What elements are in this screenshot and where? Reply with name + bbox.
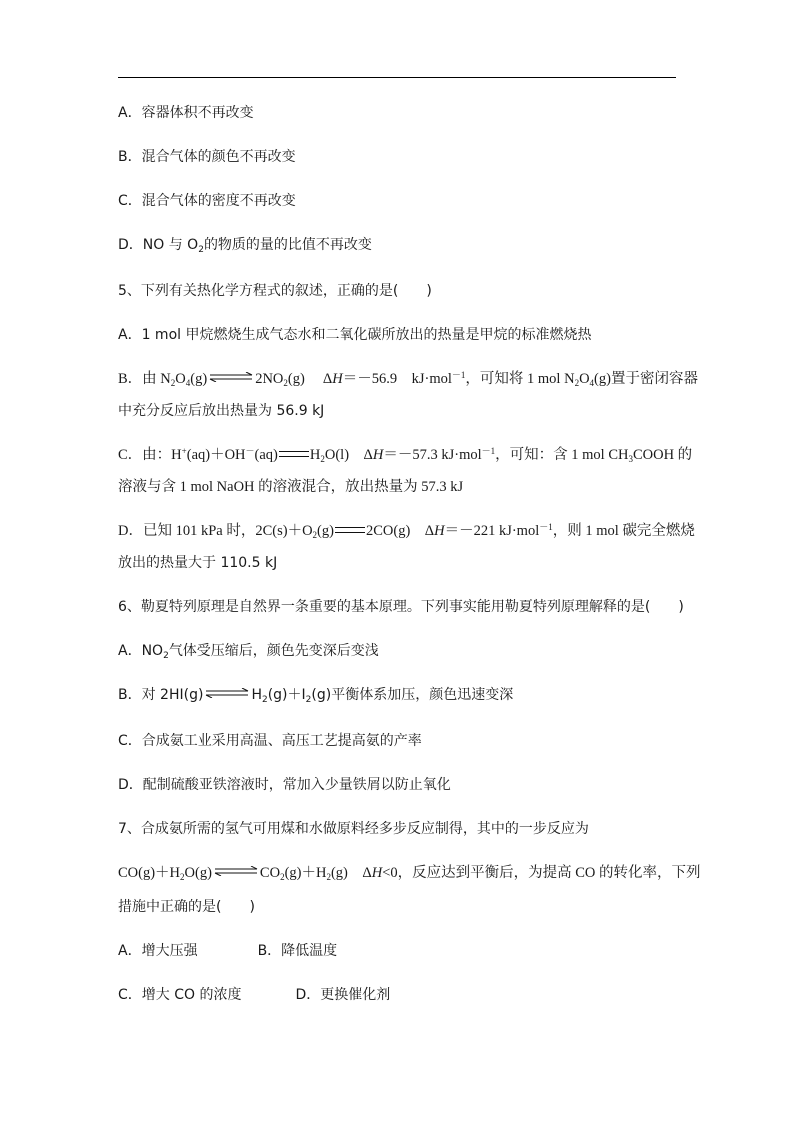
q4-option-a-text: A．容器体积不再改变: [118, 105, 254, 121]
q4-option-a: [118, 104, 254, 122]
q5-option-d-line1: D．已知 101 kPa 时，$2C(s)+O_2(g)$ 2CO(g) ΔH＝－221 kJ·mol$^{-1}$，则 1 mol 碳完全燃烧: [118, 522, 695, 540]
q6-option-d: D．配制硫酸亚铁溶液时，常加入少量铁屑以防止氧化: [118, 777, 451, 793]
q4-option-c: [118, 192, 296, 210]
q7-option-b: B．降低温度: [257, 943, 338, 959]
q4-option-b-text: B．混合气体的颜色不再改变: [118, 149, 296, 165]
q5-option-b-line2: 中充分反应后放出热量为 56.9 kJ: [118, 403, 325, 419]
q7-option-a: A．增大压强: [118, 943, 198, 959]
equals-bar-icon: [279, 451, 309, 457]
q6-option-c: C．合成氨工业采用高温、高压工艺提高氨的产率: [118, 733, 422, 749]
q7-option-c: C．增大 CO 的浓度: [118, 987, 242, 1003]
q4-option-b: [118, 148, 296, 166]
q7-options-cd: [118, 986, 390, 1004]
equals-bar-icon: [335, 527, 365, 533]
q5-option-c-line1: C．由：H+(aq)＋OH－(aq) $H_2O(l)$ ΔH＝－57.3 kJ·mol$^{-1}$，可知：含 1 mol $CH_3COOH$ 的: [118, 446, 693, 464]
reversible-arrow-icon: [204, 688, 250, 698]
q7-option-d: D．更换催化剂: [295, 987, 391, 1003]
q6-option-b: B．对 2HI(g) $H_2(g)+I_2(g)$平衡体系加压，颜色迅速变深: [118, 687, 514, 705]
reversible-arrow-icon: [213, 866, 259, 876]
reversible-arrow-icon: [208, 372, 254, 382]
q6-stem: 6、勒夏特列原理是自然界一条重要的基本原理。下列事实能用勒夏特列原理解释的是( ): [118, 599, 684, 615]
q4-option-c-text: C．混合气体的密度不再改变: [118, 193, 296, 209]
header-rule: [118, 77, 676, 78]
q5-option-b-line1: B．由 $N_2O_4(g)$ $2NO_2(g)$ ΔH＝－56.9 kJ·mol$^{-1}$，可知将 1 mol $N_2O_4(g)$置于密闭容器: [118, 370, 698, 388]
q7-stem-line3: 措施中正确的是( ): [118, 899, 255, 915]
q4-option-d: D．NO 与 $O_2$的物质的量的比值不再改变: [118, 237, 372, 255]
q7-stem: 7、合成氨所需的氢气可用煤和水做原料经多步反应制得，其中的一步反应为: [118, 821, 589, 837]
q5-option-c-line2: 溶液与含 1 mol NaOH 的溶液混合，放出热量为 57.3 kJ: [118, 479, 464, 495]
q5-option-d-line2: 放出的热量大于 110.5 kJ: [118, 555, 278, 571]
q6-option-a: A．$NO_2$气体受压缩后，颜色先变深后变浅: [118, 643, 379, 661]
q7-equation: $CO(g)+H_2O(g)$ $CO_2(g)+H_2(g)$ ΔH<0，反应达到平衡后，为提高 CO 的转化率，下列: [118, 865, 701, 882]
q5-stem: 5、下列有关热化学方程式的叙述，正确的是( ): [118, 283, 432, 299]
q7-options-ab: [118, 942, 337, 960]
q5-option-a: A．1 mol 甲烷燃烧生成气态水和二氧化碳所放出的热量是甲烷的标准燃烧热: [118, 327, 592, 343]
